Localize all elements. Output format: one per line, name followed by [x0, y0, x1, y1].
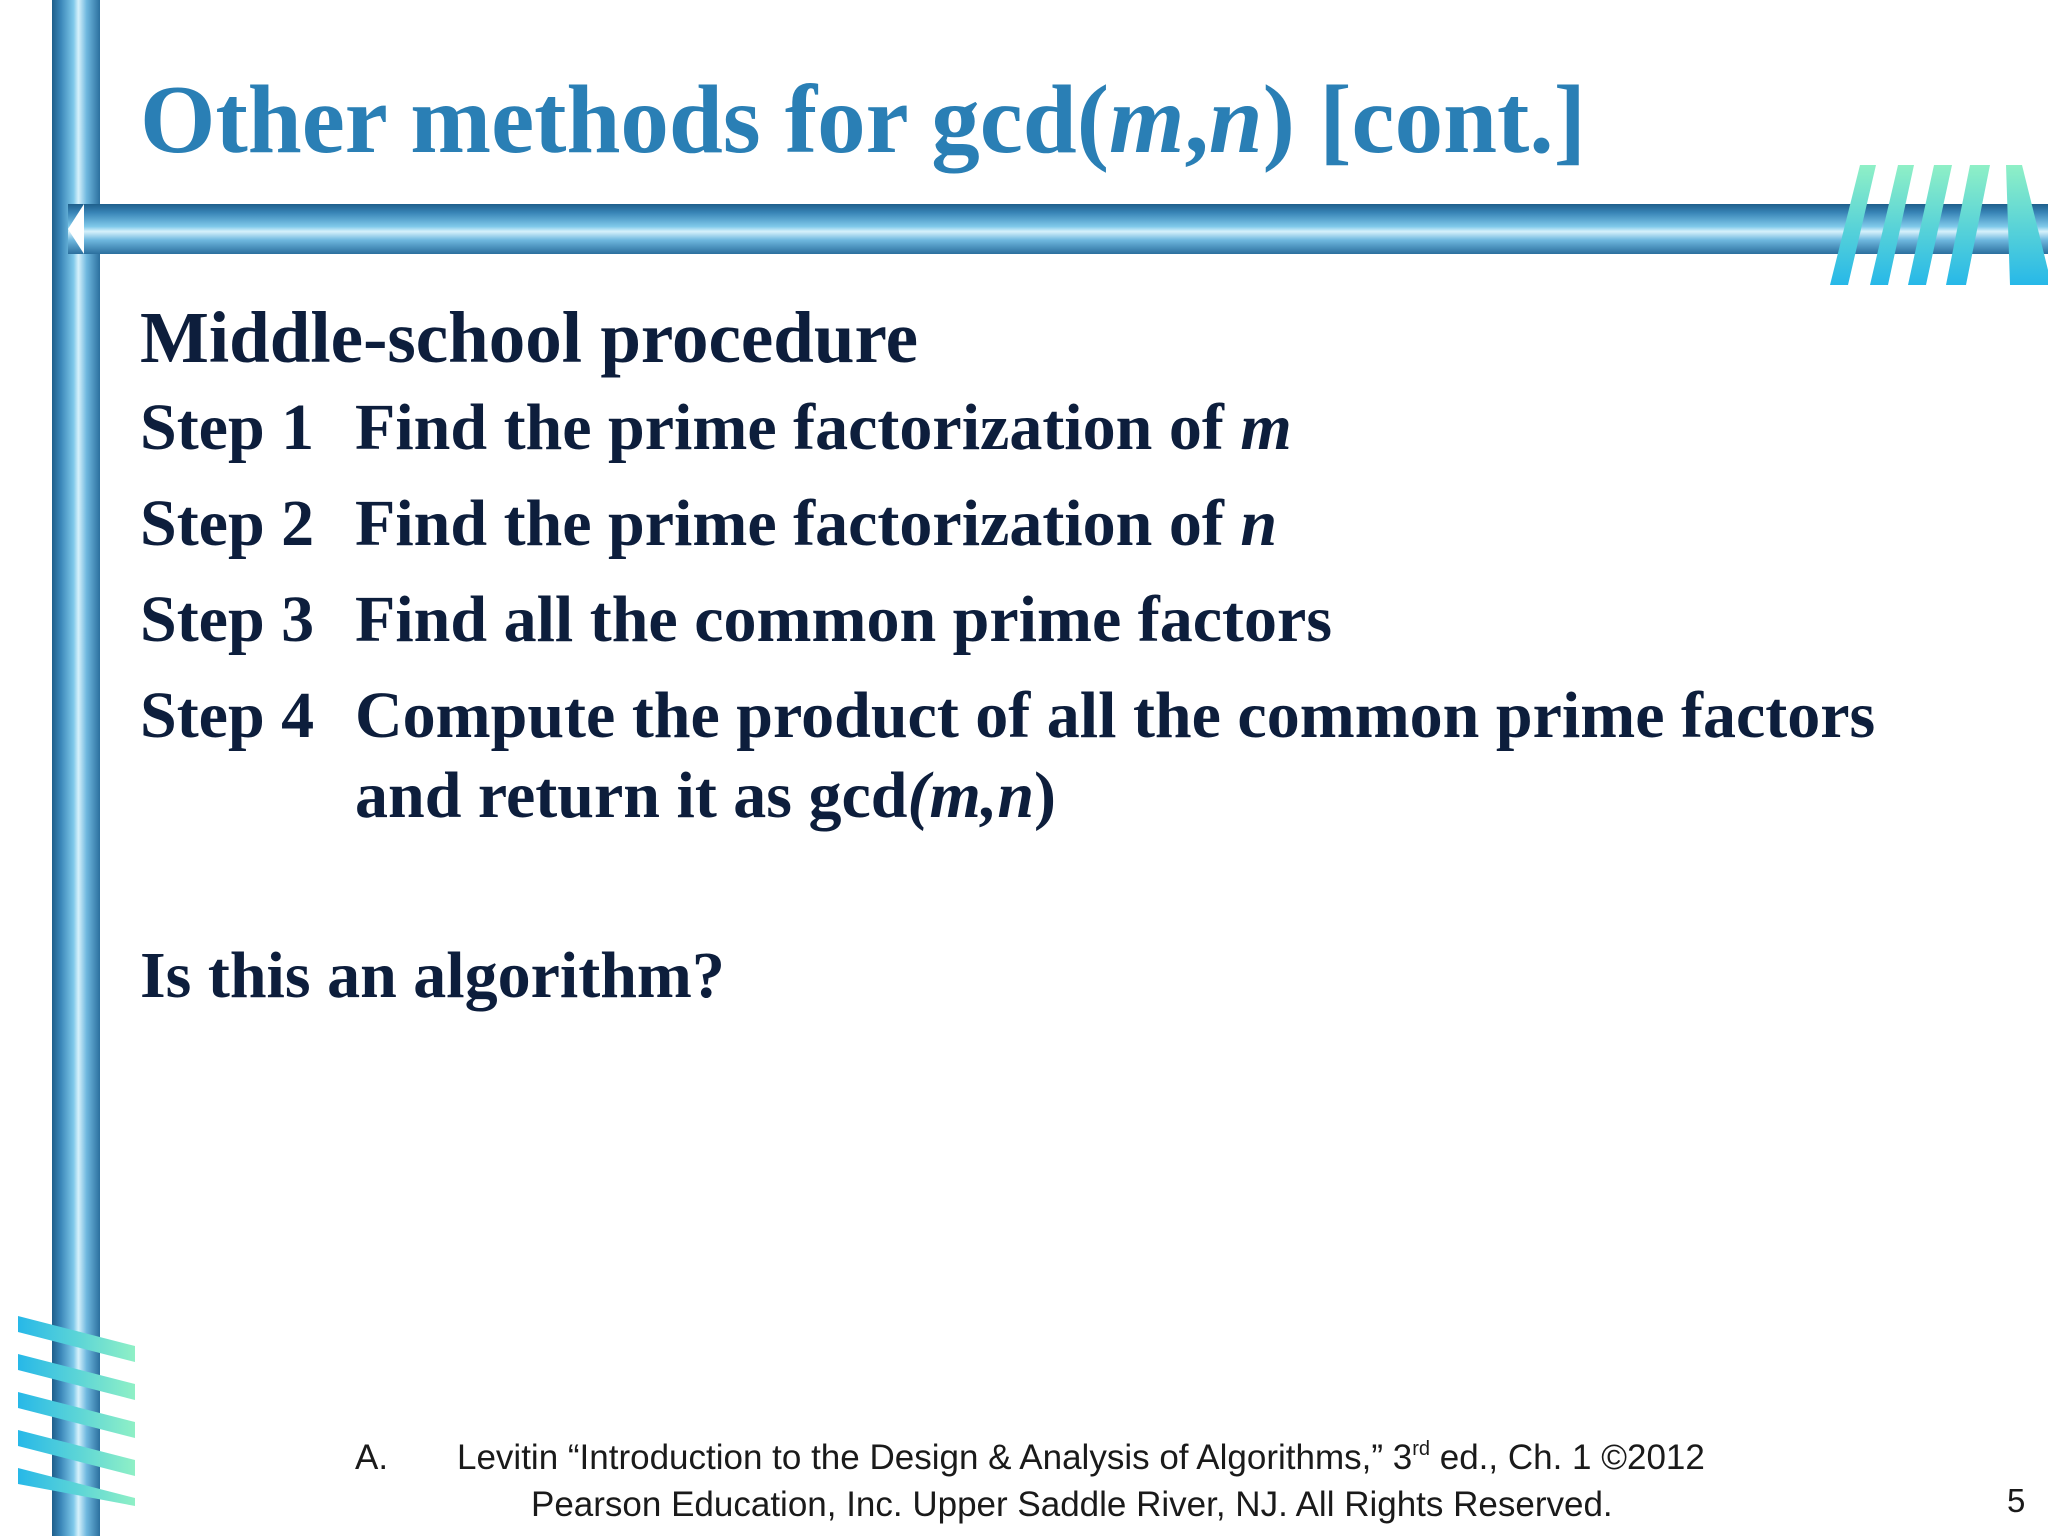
step-text: Find all the common prime factors [355, 583, 1333, 656]
citation-initial: A. [355, 1438, 389, 1477]
question-text: Is this an algorithm? [140, 939, 725, 1012]
slide-content [140, 290, 1875, 1016]
step-text-line2-prefix: and return it as gcd [355, 759, 908, 832]
step-var: m [1240, 391, 1292, 464]
logo-stripes-icon [10, 1316, 145, 1506]
title-comma: , [1184, 66, 1209, 173]
step-text [140, 388, 1875, 468]
step-text-main: Find the prime factorization of [355, 391, 1241, 464]
procedure-heading: Middle-school procedure [140, 297, 918, 378]
step-item [140, 580, 1875, 676]
citation-text: Levitin “Introduction to the Design & Analysis of Algorithms,” 3 [457, 1438, 1413, 1477]
logo-stripes-icon [1830, 160, 2048, 285]
citation-superscript: rd [1412, 1438, 1430, 1460]
step-text-main: Find the prime factorization of [355, 487, 1241, 560]
step-var: n [1240, 487, 1278, 560]
title-prefix: Other methods for gcd( [140, 66, 1110, 173]
step-item [140, 484, 1875, 580]
step-label: Step 2 [140, 487, 315, 560]
step-label: Step 1 [140, 391, 315, 464]
page-number: 5 [2007, 1482, 2026, 1519]
citation-footer [355, 1426, 1705, 1528]
title-suffix: ) [cont.] [1262, 66, 1586, 173]
step-text-line2-suffix: ) [1034, 759, 1057, 832]
citation-text-end: ed., Ch. 1 ©2012 [1430, 1438, 1705, 1477]
step-item [140, 388, 1875, 484]
title-var-n: n [1208, 66, 1263, 173]
step-text-line1: Compute the product of all the common prime factors [355, 679, 1876, 752]
step-item [140, 676, 1875, 856]
step-text-line2-italic: (m,n [907, 759, 1035, 832]
step-text-line2 [140, 756, 1875, 836]
slide-title [140, 64, 1586, 176]
citation-line1 [355, 1426, 1705, 1481]
title-var-m: m [1109, 66, 1185, 173]
step-label: Step 3 [140, 583, 315, 656]
step-label: Step 4 [140, 679, 315, 752]
citation-line2: Pearson Education, Inc. Upper Saddle River, NJ. All Rights Reserved. [531, 1485, 1613, 1524]
horizontal-decorative-bar [68, 204, 2048, 254]
step-text [140, 484, 1875, 564]
